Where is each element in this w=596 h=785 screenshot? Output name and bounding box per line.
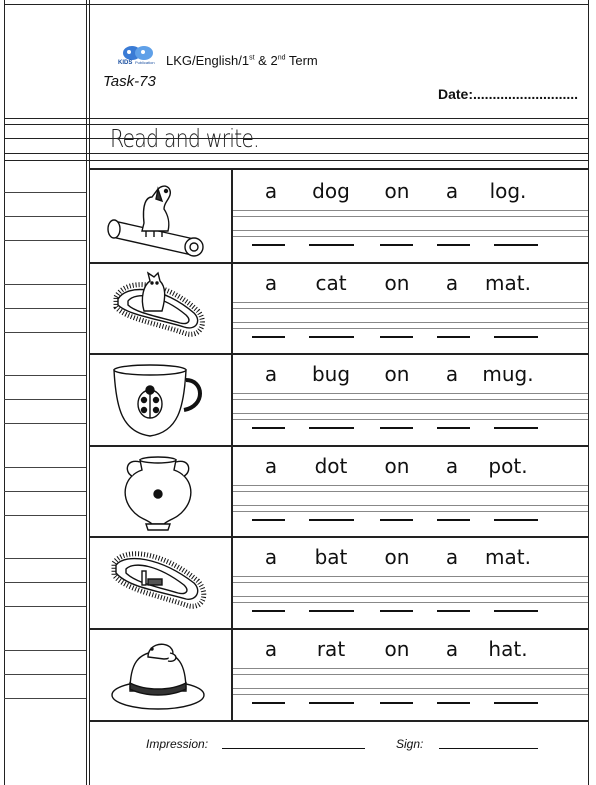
svg-text:KIDS: KIDS [118, 60, 133, 65]
sentence-word: a [264, 179, 278, 203]
writing-guide-line [233, 491, 588, 492]
sign-line[interactable] [439, 748, 538, 749]
answer-blank[interactable] [437, 610, 470, 612]
date-field: Date:........................... [438, 86, 579, 102]
writing-guide-line [233, 505, 588, 506]
margin-guide-line [4, 650, 86, 651]
sign-label: Sign: [396, 737, 424, 751]
sentence-word: dog [312, 179, 350, 203]
sentence-word: dot [314, 454, 348, 478]
writing-guide-line [233, 576, 588, 577]
sentence-word: on [384, 271, 410, 295]
writing-guide-line [233, 596, 588, 597]
row-separator [89, 445, 588, 447]
margin-guide-line [4, 582, 86, 583]
answer-blank[interactable] [309, 610, 354, 612]
answer-blank[interactable] [380, 244, 413, 246]
margin-guide-line [4, 240, 86, 241]
answer-blank[interactable] [494, 244, 538, 246]
sentence-word: a [445, 637, 459, 661]
answer-blank[interactable] [494, 519, 538, 521]
sentence-word: a [445, 454, 459, 478]
sentence-word: bug [311, 362, 351, 386]
sentence-word: on [384, 362, 410, 386]
sentence-word: a [264, 545, 278, 569]
writing-guide-line [233, 308, 588, 309]
frame-top [4, 4, 589, 5]
sentence-word: rat [316, 637, 346, 661]
writing-guide-line [233, 399, 588, 400]
margin-guide-line [4, 216, 86, 217]
impression-line[interactable] [222, 748, 365, 749]
sentence-word: log. [489, 179, 527, 203]
writing-guide-line [233, 302, 588, 303]
margin-guide-line [4, 698, 86, 699]
sentence-word: on [384, 454, 410, 478]
margin-guide-line [4, 423, 86, 424]
cat-on-mat-icon [106, 267, 210, 349]
margin-guide-line [4, 467, 86, 468]
margin-guide-line [4, 558, 86, 559]
sentence-word: cat [315, 271, 347, 295]
sentence-word: mat. [485, 545, 531, 569]
sentence-word: a [264, 637, 278, 661]
answer-blank[interactable] [494, 702, 538, 704]
writing-guide-line [233, 688, 588, 689]
row-separator [89, 628, 588, 630]
answer-blank[interactable] [380, 427, 413, 429]
writing-guide-line [233, 485, 588, 486]
answer-blank[interactable] [252, 610, 285, 612]
writing-guide-line [233, 393, 588, 394]
writing-guide-line [233, 694, 588, 695]
writing-guide-line [233, 210, 588, 211]
answer-blank[interactable] [437, 427, 470, 429]
answer-blank[interactable] [437, 519, 470, 521]
margin-guide-line [4, 284, 86, 285]
row-separator [89, 262, 588, 264]
sentence-word: on [384, 637, 410, 661]
answer-blank[interactable] [252, 336, 285, 338]
sentence-word: on [384, 179, 410, 203]
answer-blank[interactable] [494, 336, 538, 338]
margin-guide-line [4, 192, 86, 193]
dog-on-log-icon [106, 175, 210, 257]
rat-on-hat-icon [106, 633, 210, 715]
sentence-word: hat. [488, 637, 528, 661]
sentence-word: a [445, 362, 459, 386]
answer-blank[interactable] [252, 244, 285, 246]
answer-blank[interactable] [252, 427, 285, 429]
publisher-logo [116, 45, 162, 65]
margin-guide-line [4, 375, 86, 376]
writing-guide-line [233, 674, 588, 675]
sentence-word: mat. [485, 271, 531, 295]
header-rule-1 [4, 118, 589, 119]
margin-guide-line [4, 674, 86, 675]
answer-blank[interactable] [309, 336, 354, 338]
sentence-word: on [384, 545, 410, 569]
writing-guide-line [233, 582, 588, 583]
answer-blank[interactable] [437, 336, 470, 338]
sentence-word: a [264, 362, 278, 386]
writing-guide-line [233, 668, 588, 669]
writing-guide-line [233, 511, 588, 512]
svg-text:Publication: Publication [135, 60, 155, 65]
margin-guide-line [4, 491, 86, 492]
dot-on-pot-icon [106, 450, 210, 532]
writing-guide-line [233, 230, 588, 231]
header-rule-3 [4, 138, 589, 139]
answer-blank[interactable] [252, 519, 285, 521]
answer-blank[interactable] [380, 610, 413, 612]
answer-blank[interactable] [309, 244, 354, 246]
writing-guide-line [233, 216, 588, 217]
answer-blank[interactable] [494, 610, 538, 612]
answer-blank[interactable] [494, 427, 538, 429]
margin-guide-line [4, 515, 86, 516]
sentence-word: bat [314, 545, 348, 569]
sentence-word: a [445, 179, 459, 203]
header-rule-2 [4, 124, 589, 125]
answer-blank[interactable] [309, 519, 354, 521]
writing-guide-line [233, 322, 588, 323]
bat-on-mat-icon [106, 541, 210, 623]
writing-guide-line [233, 328, 588, 329]
sentence-word: a [264, 454, 278, 478]
row-separator [89, 353, 588, 355]
writing-guide-line [233, 236, 588, 237]
writing-guide-line [233, 602, 588, 603]
writing-guide-line [233, 419, 588, 420]
sentence-word: a [264, 271, 278, 295]
course-title: LKG/English/1st & 2nd Term [166, 53, 318, 68]
answer-blank[interactable] [437, 244, 470, 246]
margin-guide-line [4, 399, 86, 400]
bug-on-mug-icon [106, 358, 210, 440]
sentence-word: mug. [482, 362, 534, 386]
sentence-word: a [445, 271, 459, 295]
answer-blank[interactable] [309, 427, 354, 429]
answer-blank[interactable] [252, 702, 285, 704]
header-rule-5 [4, 160, 589, 161]
margin-guide-line [4, 332, 86, 333]
writing-guide-line [233, 413, 588, 414]
task-number: Task-73 [103, 73, 156, 90]
sentence-word: pot. [488, 454, 528, 478]
instruction-heading: Read and write. [110, 124, 259, 153]
margin-guide-line [4, 308, 86, 309]
answer-blank[interactable] [380, 702, 413, 704]
answer-blank[interactable] [380, 336, 413, 338]
table-bottom [89, 720, 588, 722]
margin-guide-line [4, 606, 86, 607]
row-separator [89, 536, 588, 538]
answer-blank[interactable] [309, 702, 354, 704]
table-top [89, 168, 588, 170]
sentence-word: a [445, 545, 459, 569]
header-rule-4 [4, 153, 589, 154]
answer-blank[interactable] [380, 519, 413, 521]
impression-label: Impression: [146, 737, 209, 751]
answer-blank[interactable] [437, 702, 470, 704]
